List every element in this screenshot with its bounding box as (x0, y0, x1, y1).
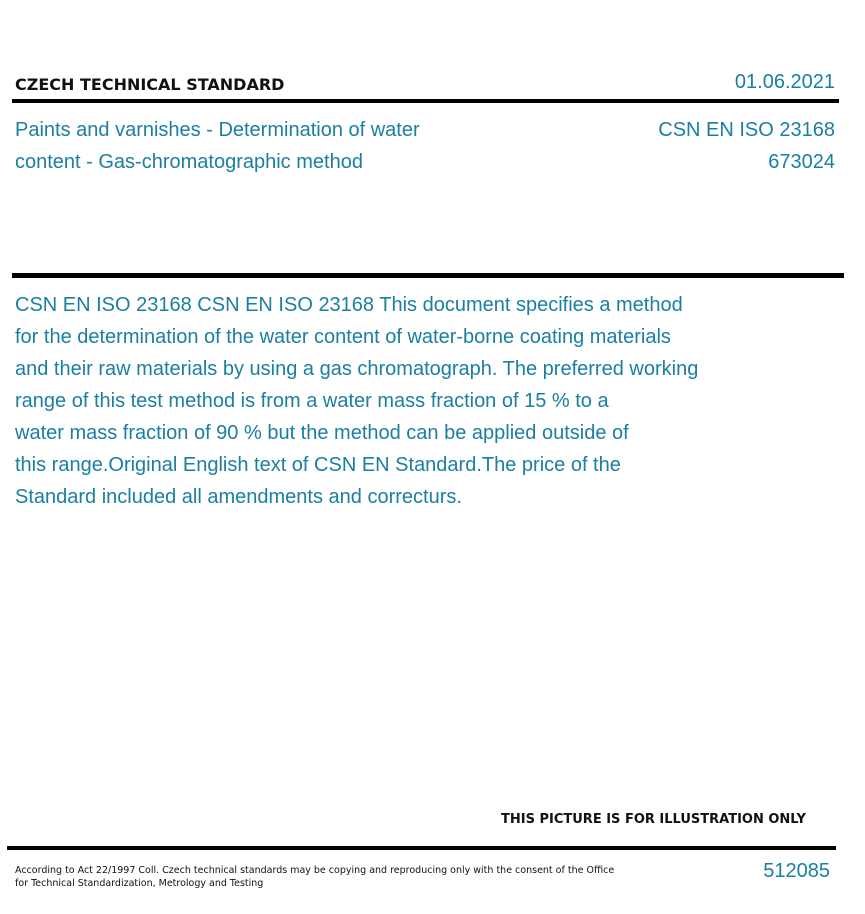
abstract-line: for the determination of the water content of water-borne coating materials (15, 326, 671, 348)
abstract-line: water mass fraction of 90 % but the method can be applied outside of (15, 422, 629, 444)
publication-date: 01.06.2021 (734, 71, 835, 93)
standard-title-line: Paints and varnishes - Determination of water (15, 119, 420, 141)
legal-notice (15, 864, 615, 890)
abstract-line: and their raw materials by using a gas chromatograph. The preferred working (15, 358, 699, 380)
standard-code: CSN EN ISO 23168 (658, 119, 835, 141)
document-number: 512085 (763, 860, 830, 882)
standard-title-line: content - Gas-chromatographic method (15, 151, 363, 173)
abstract-line: Standard included all amendments and correcturs. (15, 486, 462, 508)
illustration-notice: THIS PICTURE IS FOR ILLUSTRATION ONLY (501, 812, 806, 827)
abstract-line: range of this test method is from a water mass fraction of 15 % to a (15, 390, 609, 412)
standard-title (15, 114, 485, 178)
top-divider (12, 99, 839, 103)
abstract-line: CSN EN ISO 23168 CSN EN ISO 23168 This document specifies a method (15, 294, 683, 316)
legal-notice-line: for Technical Standardization, Metrology and Testing (15, 878, 264, 889)
abstract-line: this range.Original English text of CSN EN Standard.The price of the (15, 454, 621, 476)
legal-notice-line: According to Act 22/1997 Coll. Czech technical standards may be copying and reproducing only with the consent of the Office (15, 865, 615, 876)
document-heading: CZECH TECHNICAL STANDARD (15, 75, 285, 94)
bottom-divider (7, 846, 836, 850)
standard-class-number: 673024 (768, 151, 835, 173)
standard-abstract (15, 289, 755, 513)
middle-divider (12, 273, 844, 278)
standard-identifiers (658, 114, 835, 178)
